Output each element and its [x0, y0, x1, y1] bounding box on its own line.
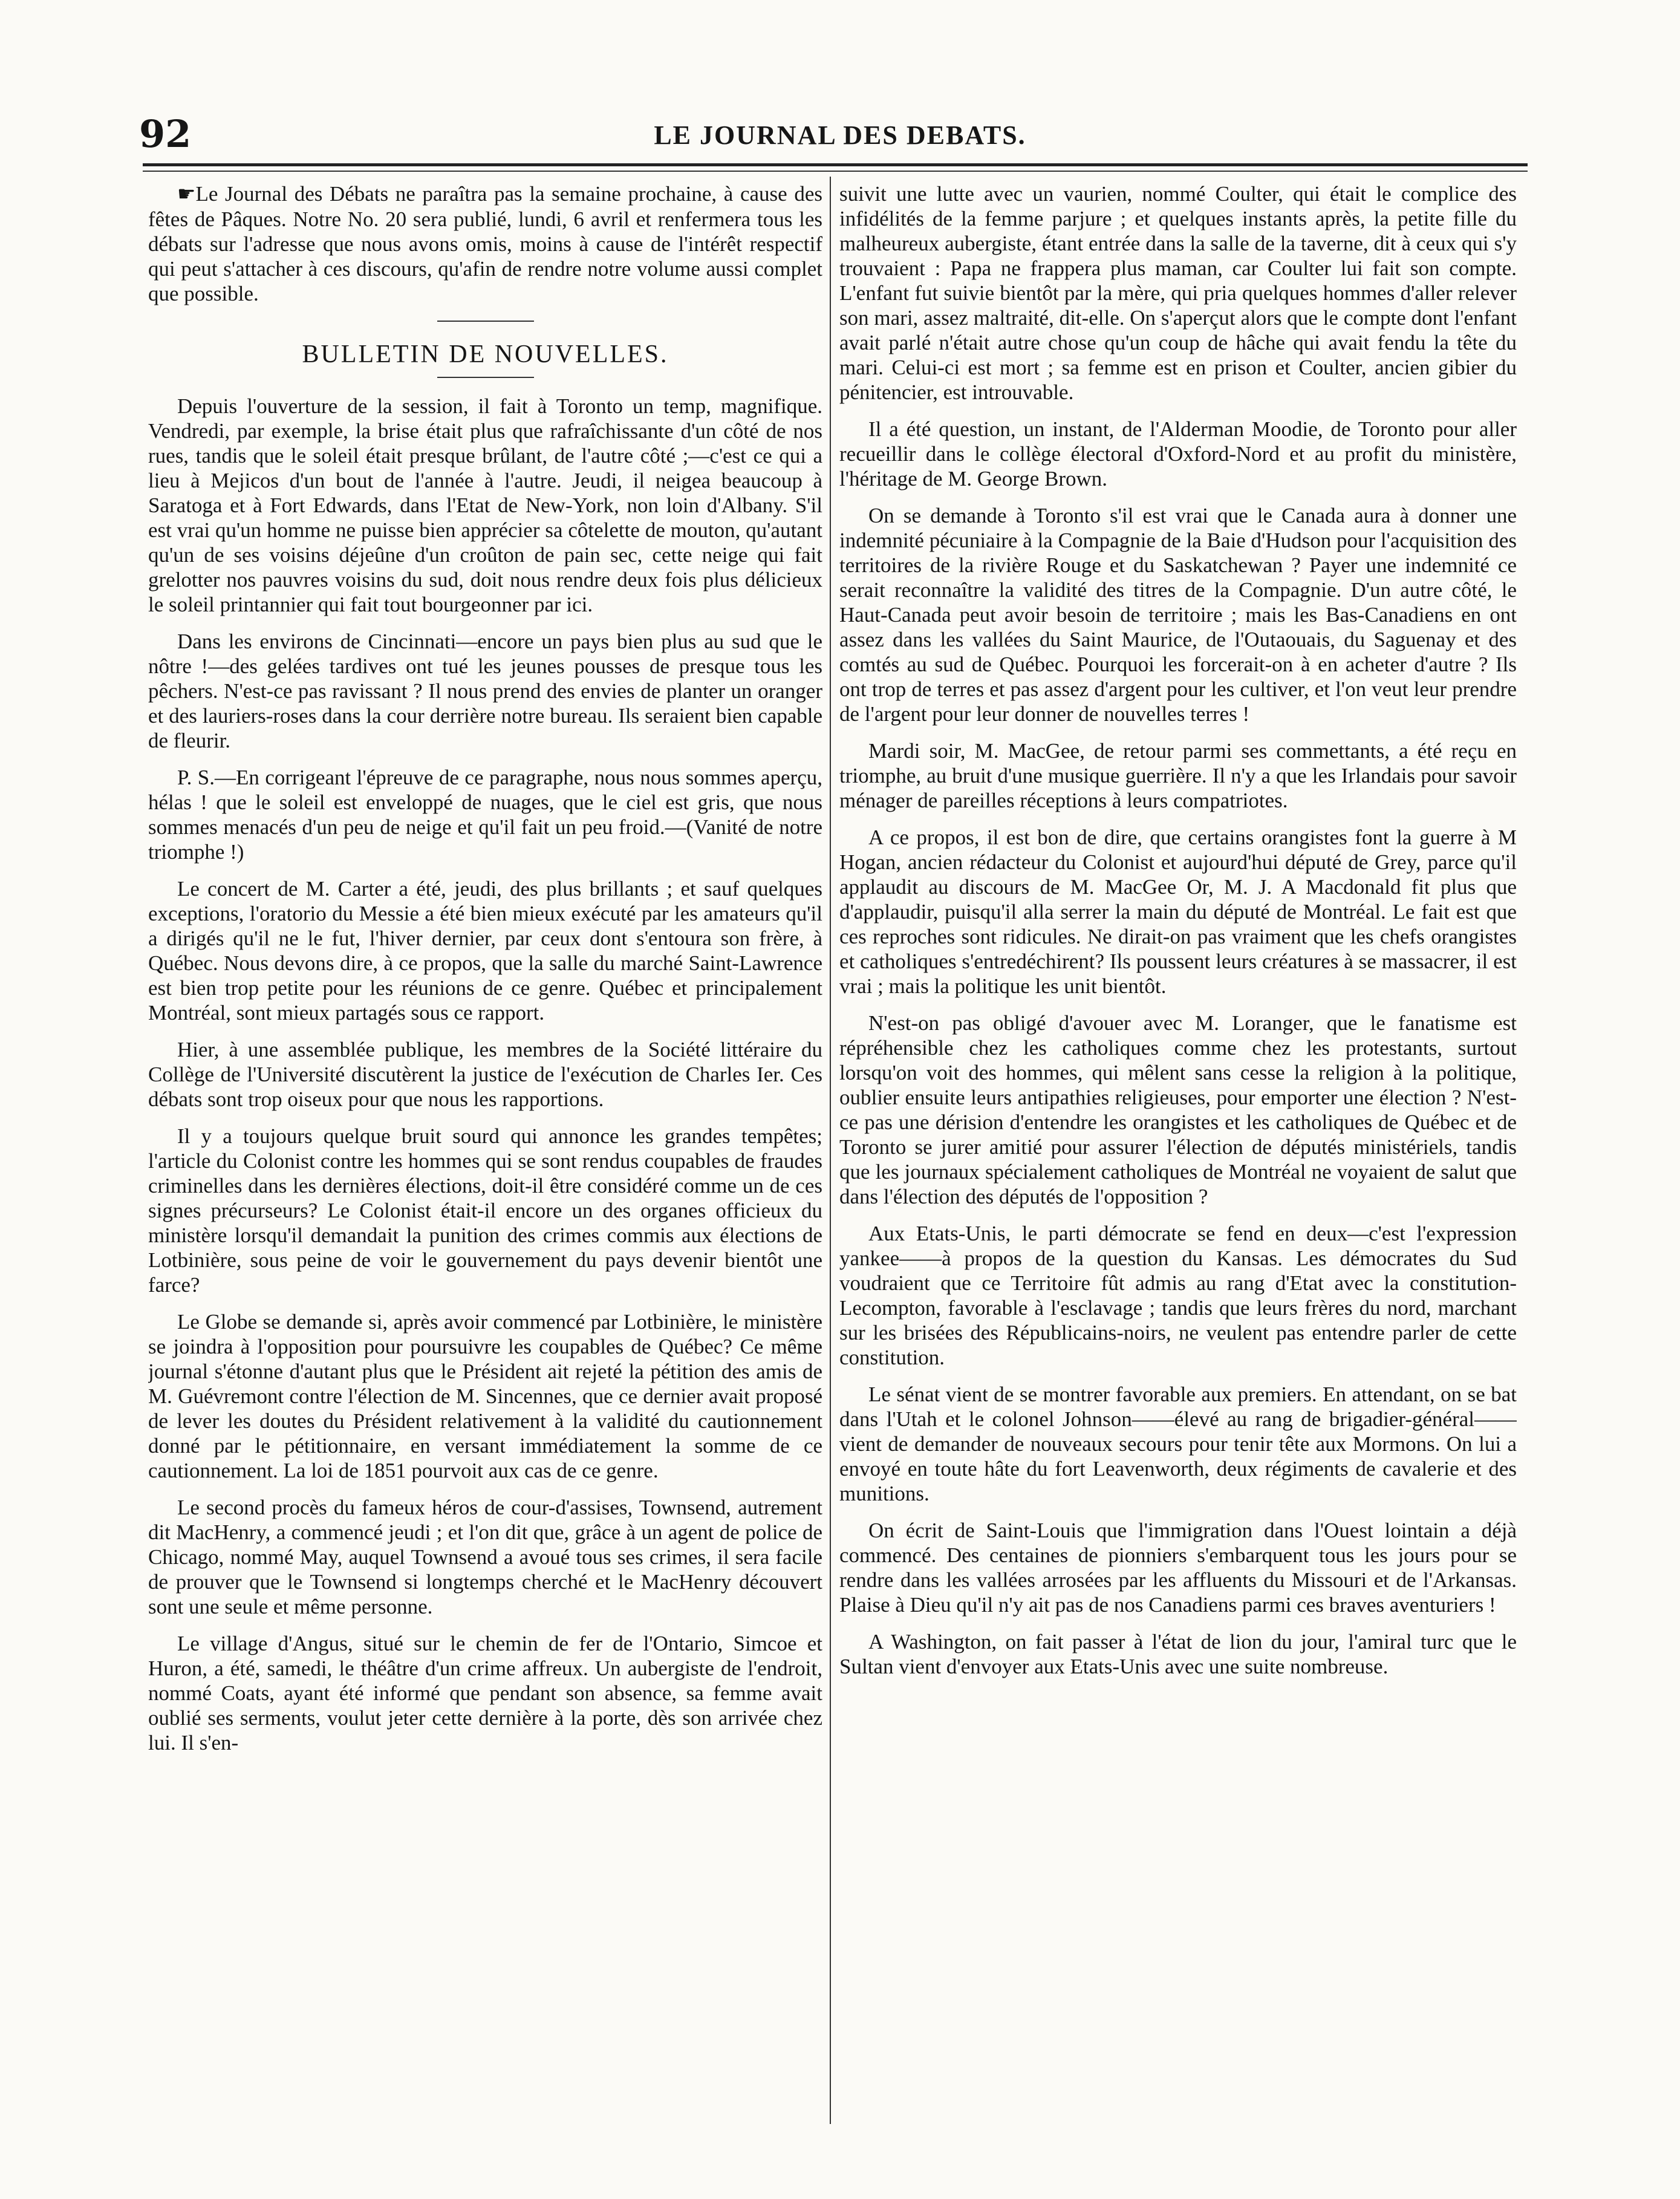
article-paragraph: Le concert de M. Carter a été, jeudi, des plus brillants ; et sauf quelques exceptions, l'oratorio du Messie a été bien mieux exécuté par les amateurs qu'il a dirigés qu'il ne le fut, l'hiver dernier, par ceux dont s'entoura son frère, à Québec. Nous devons dire, à ce propos, que la salle du marché Saint-Lawrence est bien trop petite pour les réunions de ce genre. Québec et principalement Montréal, sont mieux partagés sous ce rapport.: [148, 877, 822, 1025]
section-rule-bottom: [437, 377, 534, 378]
article-paragraph: Le village d'Angus, situé sur le chemin de fer de l'Ontario, Simcoe et Huron, a été, samedi, le théâtre d'un crime affreux. Un aubergiste de l'endroit, nommé Coats, ayant été informé que pendant son absence, sa femme avait oublié ses serments, voulut jeter cette dernière à la porte, dès son arrivée chez lui. Il s'en-: [148, 1632, 822, 1754]
article-paragraph: Le sénat vient de se montrer favorable aux premiers. En attendant, on se bat dans l'Utah et le colonel Johnson——élevé au rang de brigadier-général——vient de demander de nouveaux secours pour tenir tête aux Mormons. On lui a envoyé en toute hâte du fort Leavenworth, deux régiments de cavalerie et des munitions.: [839, 1383, 1517, 1505]
journal-title: LE JOURNAL DES DEBATS.: [654, 120, 1026, 150]
article-paragraph: N'est-on pas obligé d'avouer avec M. Loranger, que le fanatisme est répréhensible chez les catholiques comme chez les protestants, surtout lorsqu'on voit des hommes, qui mêlent sans cesse la religion à la politique, oublier ensuite leurs antipathies religieuses, pour emporter une élection ? N'est-ce pas une dérision d'entendre les orangistes et les catholiques de Québec et de Toronto se jurer amitié pour assurer l'élection de députés ministériels, tandis que les journaux spécialement catholiques de Montréal ne voyaient de salut que dans l'élection des députés de l'opposition ?: [839, 1011, 1517, 1208]
pointing-hand-icon: ☛: [177, 183, 196, 206]
article-paragraph: A Washington, on fait passer à l'état de lion du jour, l'amiral turc que le Sultan vient d'envoyer aux Etats-Unis avec une suite nombreuse.: [839, 1630, 1517, 1678]
article-paragraph: Le second procès du fameux héros de cour-d'assises, Townsend, autrement dit MacHenry, a commencé jeudi ; et l'on dit que, grâce à un agent de police de Chicago, nommé May, auquel Townsend a avoué tous ses crimes, il sera facile de prouver que le Townsend si longtemps cherché et le MacHenry découvert sont une seule et même personne.: [148, 1496, 822, 1618]
section-title: BULLETIN DE NOUVELLES.: [302, 340, 669, 368]
notice-text: Le Journal des Débats ne paraîtra pas la semaine prochaine, à cause des fêtes de Pâques. Notre No. 20 sera publié, lundi, 6 avril et renfermera tous les débats sur l'adresse que nous avons omis, moins à cause de l'intérêt respectif qui peut s'attacher à ces discours, qu'afin de rendre notre volume aussi complet que possible.: [148, 182, 822, 305]
article-paragraph: Depuis l'ouverture de la session, il fait à Toronto un temp, magnifique. Vendredi, par exemple, la brise était plus que rafraîchissante d'un côté de nos rues, tandis que le soleil était presque brûlant, de l'autre côté ;—c'est ce qui a lieu à Mejicos d'un bout de l'année à l'autre. Jeudi, il neigea beaucoup à Saratoga et à Fort Edwards, dans l'Etat de New-York, non loin d'Albany. S'il est vrai qu'un homme ne puisse bien apprécier sa côtelette de mouton, qu'autant qu'un de ses voisins déjeûne d'un croûton de pain sec, cette neige qui fait grelotter nos pauvres voisins du sud, doit nous rendre deux fois plus délicieux le soleil printannier qui fait tout bourgeonner par ici.: [148, 394, 822, 616]
left-column: [148, 181, 822, 2147]
notice-paragraph: [148, 181, 822, 306]
article-paragraph: On écrit de Saint-Louis que l'immigration dans l'Ouest lointain a déjà commencé. Des centaines de pionniers s'embarquent tous les jours pour se rendre dans les vallées arrosées par les affluents du Missouri et de l'Arkansas. Plaise à Dieu qu'il n'y ait pas de nos Canadiens parmi ces braves aventuriers !: [839, 1519, 1517, 1617]
section-rule-top: [437, 321, 534, 322]
page-number: 92: [139, 112, 192, 156]
article-paragraph: P. S.—En corrigeant l'épreuve de ce paragraphe, nous nous sommes aperçu, hélas ! que le soleil est enveloppé de nuages, que le ciel est gris, que nous sommes menacés d'un peu de neige et qu'il fait un peu froid.—(Vanité de notre triomphe !): [148, 766, 822, 864]
right-column: [839, 181, 1517, 2147]
article-paragraph: Dans les environs de Cincinnati—encore un pays bien plus au sud que le nôtre !—des gelées tardives ont tué les jeunes pousses de presque tous les pêchers. N'est-ce pas ravissant ? Il nous prend des envies de planter un oranger et des lauriers-roses dans la cour derrière notre bureau. Ils seraient bien capable de fleurir.: [148, 630, 822, 752]
article-paragraph: Le Globe se demande si, après avoir commencé par Lotbinière, le ministère se joindra à l'opposition pour poursuivre les coupables de Québec? Ce même journal s'étonne d'autant plus que le Président ait rejeté la pétition des amis de M. Guévremont contre l'élection de M. Sincennes, que ce dernier avait proposé de lever les doutes du Président relativement à la validité du cautionnement donné par le pétitionnaire, en versant immédiatement la somme de ce cautionnement. La loi de 1851 pourvoit aux cas de ce genre.: [148, 1310, 822, 1482]
page-header: [0, 0, 1680, 181]
article-paragraph-continued: suivit une lutte avec un vaurien, nommé Coulter, qui était le complice des infidélités de la femme parjure ; et quelques instants après, la petite fille du malheureux aubergiste, étant entrée dans la salle de la taverne, dit à ceux qui s'y trouvaient : Papa ne frappera plus maman, car Coulter lui fait son compte. L'enfant fut suivie bientôt par la mère, qui pria quelques hommes d'aller relever son mari, assez maltraité, dit-elle. On s'aperçut alors que le compte dont l'enfant avait parlé n'était autre chose qu'un coup de hâche qui avait fendu la tête du mari. Celui-ci est mort ; sa femme est en prison et Coulter, ancien gibier du pénitencier, est introuvable.: [839, 182, 1517, 404]
article-paragraph: Hier, à une assemblée publique, les membres de la Société littéraire du Collège de l'Université discutèrent la justice de l'exécution de Charles Ier. Ces débats sont trop oiseux pour que nous les rapportions.: [148, 1038, 822, 1111]
article-paragraph: Mardi soir, M. MacGee, de retour parmi ses commettants, a été reçu en triomphe, au bruit d'une musique guerrière. Il n'y a que les Irlandais pour savoir ménager de pareilles réceptions à leurs compatriotes.: [839, 739, 1517, 812]
article-paragraph: A ce propos, il est bon de dire, que certains orangistes font la guerre à M Hogan, ancien rédacteur du Colonist et aujourd'hui député de Grey, parce qu'il applaudit au discours de M. MacGee Or, M. J. A Macdonald fit plus que d'applaudir, puisqu'il alla serrer la main du député de Montréal. Le fait est que ces reproches sont ridicules. Ne dirait-on pas vraiment que les chefs orangistes et catholiques s'entredéchirent? Ils poussent leurs créatures à se massacrer, il est vrai ; mais la politique les unit bientôt.: [839, 826, 1517, 998]
article-paragraph: Il a été question, un instant, de l'Alderman Moodie, de Toronto pour aller recueillir dans le collège électoral d'Oxford-Nord et au profit du ministère, l'héritage de M. George Brown.: [839, 417, 1517, 490]
article-paragraph: On se demande à Toronto s'il est vrai que le Canada aura à donner une indemnité pécuniaire à la Compagnie de la Baie d'Hudson pour l'acquisition des territoires de la rivière Rouge et du Saskatchewan ? Payer une indemnité ce serait reconnaître la validité des titres de la Compagnie. D'un autre côté, le Haut-Canada peut avoir besoin de territoire ; mais les Bas-Canadiens en ont assez dans les vallées du Saint Maurice, de l'Outaouais, du Saguenay et des comtés au sud de Québec. Pourquoi les forcerait-on à en acheter d'autre ? Ils ont trop de terres et pas assez d'argent pour les cultiver, et l'on veut leur prendre de l'argent pour leur donner de nouvelles terres !: [839, 504, 1517, 726]
header-rule-thin: [143, 171, 1528, 172]
column-divider: [830, 177, 831, 2124]
article-paragraph: Aux Etats-Unis, le parti démocrate se fend en deux—c'est l'expression yankee——à propos de la question du Kansas. Les démocrates du Sud voudraient que ce Territoire fût admis au rang d'Etat avec la constitution-Lecompton, favorable à l'esclavage ; tandis que leurs frères du nord, marchant sur les brisées des Républicains-noirs, ne veulent pas entendre parler de cette constitution.: [839, 1222, 1517, 1369]
header-rule: [143, 163, 1528, 166]
article-paragraph: Il y a toujours quelque bruit sourd qui annonce les grandes tempêtes; l'article du Colonist contre les hommes qui se sont rendus coupables de fraudes criminelles dans les dernières élections, doit-il être considéré comme un de ces signes précurseurs? Le Colonist était-il encore un des organes officieux du ministère lorsqu'il demandait la punition des crimes commis aux élections de Lotbinière, sous peine de voir le gouvernement du pays devenir bientôt une farce?: [148, 1124, 822, 1297]
